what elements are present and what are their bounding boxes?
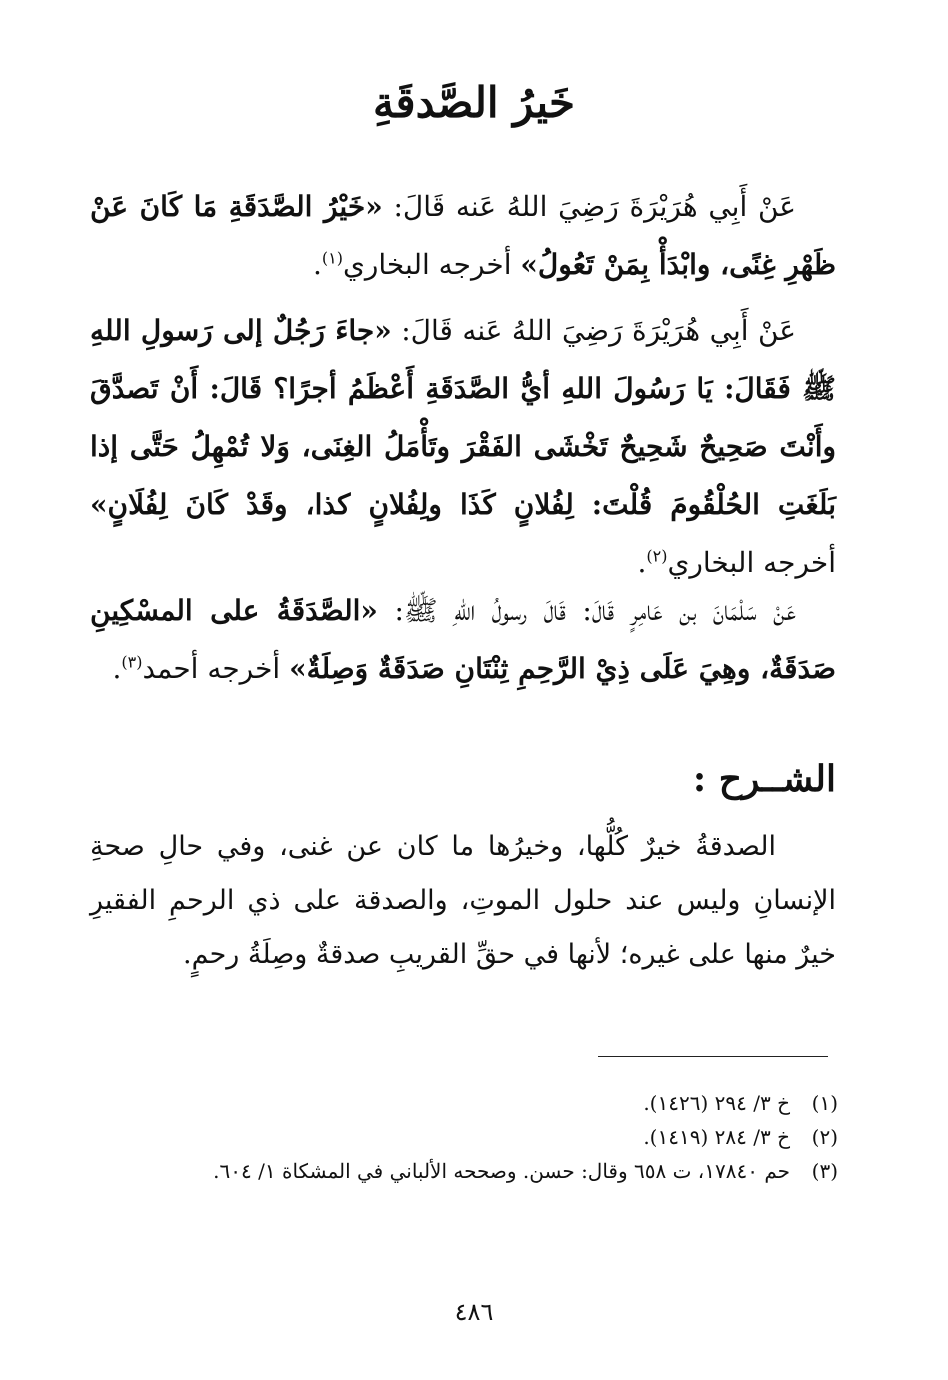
hadith-source: أخرجه أحمد bbox=[142, 652, 281, 685]
hadith-3 bbox=[90, 582, 836, 698]
commentary-heading: الشــرح : bbox=[692, 758, 836, 800]
sentence-end: . bbox=[312, 248, 322, 281]
footnote-item bbox=[90, 1120, 838, 1154]
footnote-number: (٢) bbox=[811, 1125, 838, 1149]
page-title: خَيرُ الصَّدقَةِ bbox=[373, 78, 575, 127]
hadith-quote: «جاءَ رَجُلٌ إلى رَسولِ اللهِ ﷺ فَقَالَ: يَا رَسُولَ اللهِ أيُّ الصَّدَقَةِ أَعْظَمُ أجرًا؟ قَالَ: أَنْ تَصدَّقَ وأَنْتَ صَحِيحٌ شَحِيحٌ تَخْشَى الفَقْرَ وتَأْمَلُ الغِنَى، وَلا تُمْهِلُ حَتَّى إذا بَلَغَتِ الحُلْقُومَ قُلْتَ: لِفُلانٍ كَذَا ولِفُلانٍ كذا، وقَدْ كَانَ لِفُلَانٍ» bbox=[90, 314, 836, 521]
hadith-intro: عَنْ أَبِي هُرَيْرَةَ رَضِيَ اللهُ عَنه قَالَ: bbox=[401, 314, 796, 347]
hadith-quote: «الصَّدَقَةُ على المسْكِينِ صَدَقَةٌ، وهِيَ عَلَى ذِيْ الرَّحِمِ ثِنْتَانِ صَدَقَةٌ وَصِلَةٌ» bbox=[90, 594, 836, 685]
footnote-number: (١) bbox=[811, 1091, 838, 1115]
hadith-1 bbox=[90, 178, 836, 294]
footnote-divider bbox=[598, 1056, 828, 1057]
footnote-number: (٣) bbox=[811, 1159, 838, 1183]
footnote-item bbox=[90, 1086, 838, 1120]
sentence-end: . bbox=[112, 652, 122, 685]
hadith-quote: «خَيْرُ الصَّدَقَةِ مَا كَانَ عَنْ ظَهْرِ غِنًى، وابْدَأْ بِمَنْ تَعُولُ» bbox=[90, 190, 836, 281]
footnote-reference[interactable]: (١) bbox=[321, 248, 343, 268]
footnote-text: خ ٣/ ٢٨٤ (١٤١٩). bbox=[643, 1125, 790, 1149]
footnote-reference[interactable]: (٣) bbox=[121, 652, 143, 672]
commentary-text: الصدقةُ خيرٌ كُلُّها، وخيرُها ما كان عن غنى، وفي حالِ صحةِ الإنسانِ وليس عند حلول الموتِ، والصدقة على ذي الرحمِ الفقيرِ خيرٌ منها على غيره؛ لأنها في حقِّ القريبِ صدقةٌ وصِلَةُ رحمٍ. bbox=[90, 831, 836, 970]
footnote-item bbox=[90, 1154, 838, 1188]
commentary-section bbox=[90, 820, 836, 982]
footnote-text: حم ١٧٨٤٠، ت ٦٥٨ وقال: حسن. وصححه الألباني في المشكاة ١/ ٦٠٤. bbox=[213, 1159, 790, 1183]
page-number: ٤٨٦ bbox=[454, 1298, 494, 1326]
footnote-text: خ ٣/ ٢٩٤ (١٤٢٦). bbox=[643, 1091, 790, 1115]
hadith-intro: عَنْ سَلْمَانَ بن عَامِرٍ قَالَ: قَالَ رسولُ اللهِ ﷺ: bbox=[394, 594, 796, 627]
hadith-paragraph bbox=[90, 302, 836, 592]
footnote-reference[interactable]: (٢) bbox=[646, 546, 668, 566]
sentence-end: . bbox=[637, 546, 647, 579]
hadith-paragraph bbox=[90, 178, 836, 294]
footnotes bbox=[90, 1086, 838, 1188]
hadith-intro: عَنْ أَبِي هُرَيْرَةَ رَضِيَ اللهُ عَنه قَالَ: bbox=[393, 190, 796, 223]
hadith-source: أخرجه البخاري bbox=[667, 546, 836, 579]
hadith-paragraph bbox=[90, 582, 836, 698]
hadith-source: أخرجه البخاري bbox=[342, 248, 512, 281]
hadith-2 bbox=[90, 302, 836, 592]
